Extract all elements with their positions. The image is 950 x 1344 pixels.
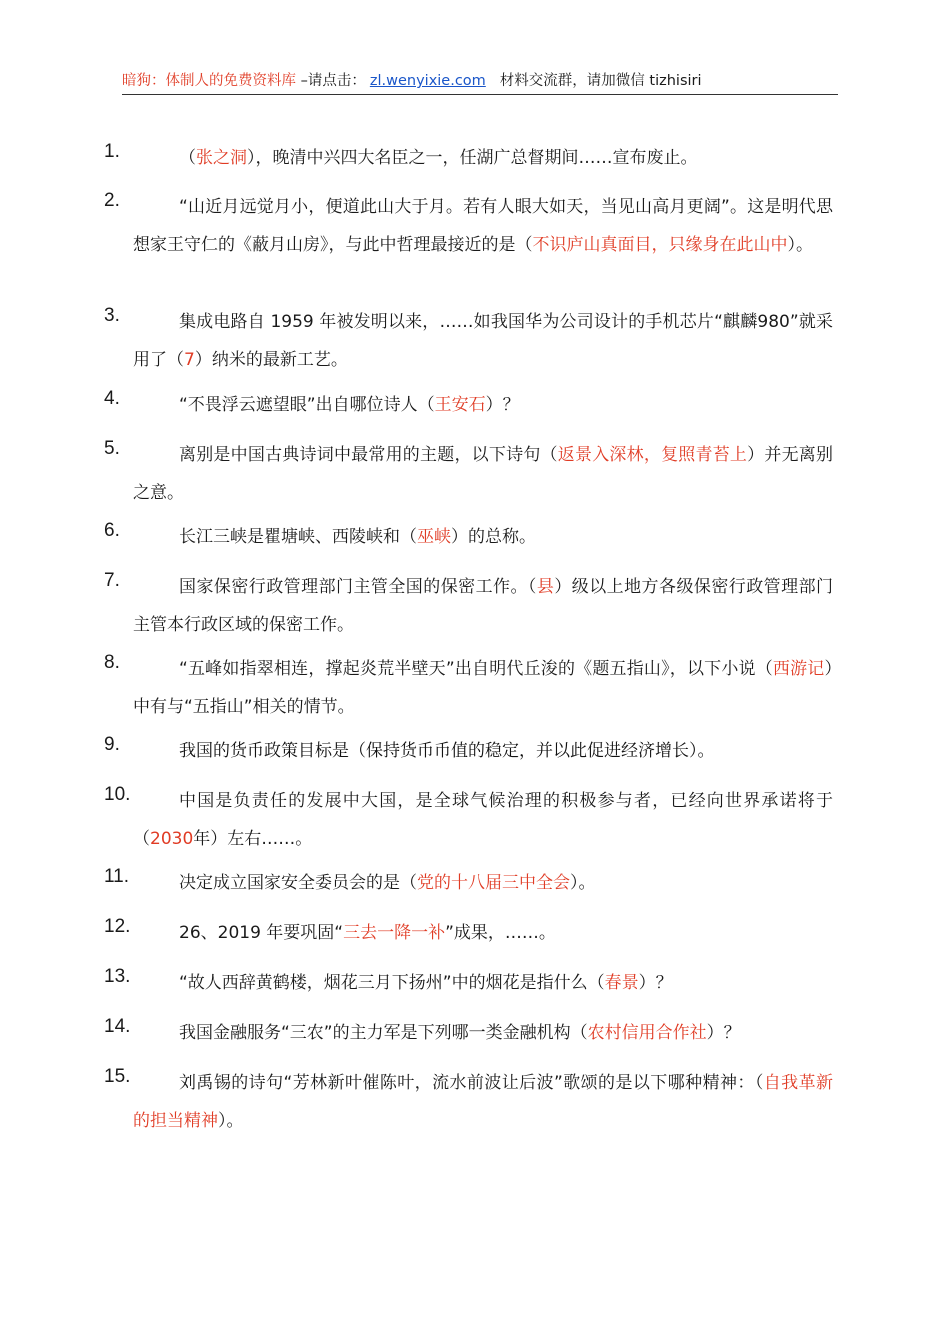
question-number: 7. bbox=[104, 570, 120, 591]
answer-highlight: 返景入深林，复照青苔上 bbox=[557, 445, 748, 465]
answer-highlight: 西游记 bbox=[772, 659, 825, 679]
question-suffix: ）？ bbox=[638, 973, 673, 993]
question-prefix: 我国的货币政策目标是（保持货币币值的稳定，并以此促进经济增长）。 bbox=[179, 741, 715, 761]
header-brand: 暗狗：体制人的免费资料库 bbox=[122, 73, 296, 89]
question-number: 14. bbox=[104, 1016, 131, 1037]
question-number: 10. bbox=[104, 784, 131, 805]
question-number: 11. bbox=[104, 866, 130, 887]
question-prefix: 刘禹锡的诗句“芳林新叶催陈叶，流水前波让后波”歌颂的是以下哪种精神：（ bbox=[179, 1073, 764, 1093]
answer-highlight: 王安石 bbox=[434, 395, 486, 415]
question-suffix: ）。 bbox=[570, 873, 596, 893]
question-suffix: ）。 bbox=[218, 1111, 244, 1131]
question-text bbox=[133, 188, 833, 264]
question-number: 5. bbox=[104, 438, 120, 459]
answer-highlight: 2030 bbox=[150, 829, 194, 849]
question-suffix: ”成果，……。 bbox=[445, 923, 556, 943]
question-prefix: 长江三峡是瞿塘峡、西陵峡和（ bbox=[179, 527, 417, 547]
question-prefix: 离别是中国古典诗词中最常用的主题，以下诗句（ bbox=[179, 445, 558, 465]
question-number: 8. bbox=[104, 652, 120, 673]
header-wechat-group: 材料交流群，请加微信 tizhisiri bbox=[499, 73, 702, 89]
question-text bbox=[133, 650, 833, 726]
question-prefix: 决定成立国家安全委员会的是（ bbox=[179, 873, 417, 893]
header-link[interactable]: zl.wenyixie.com bbox=[369, 73, 486, 89]
question-text bbox=[133, 1064, 833, 1140]
question-prefix: “五峰如指翠相连，撑起炎荒半壁天”出自明代丘浚的《题五指山》，以下小说（ bbox=[179, 659, 773, 679]
question-number: 9. bbox=[104, 734, 120, 755]
answer-highlight: 7 bbox=[184, 350, 195, 370]
question-text bbox=[133, 568, 833, 644]
question-prefix: “故人西辞黄鹤楼，烟花三月下扬州”中的烟花是指什么（ bbox=[179, 973, 605, 993]
question-prefix: 26、2019 年要巩固“ bbox=[179, 923, 344, 943]
question-text bbox=[133, 732, 833, 770]
question-number: 1. bbox=[104, 141, 120, 162]
question-text bbox=[133, 518, 833, 556]
question-number: 4. bbox=[104, 388, 120, 409]
question-prefix: “山近月远觉月小，便道此山大于月。若有人眼大如天，当见山高月更阔”。这是明代思想家王守仁的《蔽月山房》，与此中哲理最接近的是（ bbox=[133, 197, 833, 255]
question-suffix: ）中有与“五指山”相关的情节。 bbox=[133, 659, 833, 717]
header-prompt: –请点击： bbox=[296, 73, 366, 89]
question-suffix: ）级以上地方各级保密行政管理部门主管本行政区域的保密工作。 bbox=[133, 577, 834, 635]
question-prefix: 中国是负责任的发展中大国，是全球气候治理的积极参与者，已经向世界承诺将于（ bbox=[133, 791, 833, 849]
question-suffix: ）。 bbox=[787, 235, 813, 255]
answer-highlight: 县 bbox=[536, 577, 555, 597]
question-suffix: ）的总称。 bbox=[451, 527, 536, 547]
question-text bbox=[133, 864, 833, 902]
question-number: 2. bbox=[104, 190, 120, 211]
question-number: 3. bbox=[104, 305, 120, 326]
answer-highlight: 三去一降一补 bbox=[343, 923, 446, 943]
answer-highlight: 张之洞 bbox=[196, 148, 247, 168]
question-text bbox=[133, 782, 833, 858]
question-text bbox=[133, 386, 833, 424]
question-text bbox=[133, 303, 833, 379]
answer-highlight: 巫峡 bbox=[417, 527, 451, 547]
question-prefix: （ bbox=[179, 148, 196, 168]
question-text bbox=[133, 964, 833, 1002]
question-prefix: “不畏浮云遮望眼”出自哪位诗人（ bbox=[179, 395, 435, 415]
question-prefix: 国家保密行政管理部门主管全国的保密工作。（ bbox=[179, 577, 537, 597]
question-suffix: ）纳米的最新工艺。 bbox=[194, 350, 348, 370]
question-text bbox=[133, 139, 833, 177]
question-prefix: 集成电路自 1959 年被发明以来，……如我国华为公司设计的手机芯片“麒麟980”就采用了（ bbox=[133, 312, 833, 370]
question-suffix: ）并无离别之意。 bbox=[133, 445, 834, 503]
question-suffix: 年）左右……。 bbox=[193, 829, 313, 849]
answer-highlight: 党的十八届三中全会 bbox=[417, 873, 570, 893]
answer-highlight: 自我革新的担当精神 bbox=[133, 1073, 833, 1131]
question-number: 6. bbox=[104, 520, 120, 541]
answer-highlight: 不识庐山真面目，只缘身在此山中 bbox=[532, 235, 788, 255]
answer-highlight: 春景 bbox=[604, 973, 639, 993]
question-text bbox=[133, 914, 833, 952]
question-suffix: ）？ bbox=[706, 1023, 741, 1043]
question-suffix: ），晚清中兴四大名臣之一，任湖广总督期间……宣布废止。 bbox=[247, 148, 698, 168]
question-text bbox=[133, 1014, 833, 1052]
question-number: 13. bbox=[104, 966, 131, 987]
answer-highlight: 农村信用合作社 bbox=[587, 1023, 707, 1043]
question-prefix: 我国金融服务“三农”的主力军是下列哪一类金融机构（ bbox=[179, 1023, 588, 1043]
question-number: 15. bbox=[104, 1066, 131, 1087]
question-text bbox=[133, 436, 833, 512]
page-header bbox=[122, 70, 838, 95]
question-suffix: ）？ bbox=[485, 395, 520, 415]
question-number: 12. bbox=[104, 916, 131, 937]
